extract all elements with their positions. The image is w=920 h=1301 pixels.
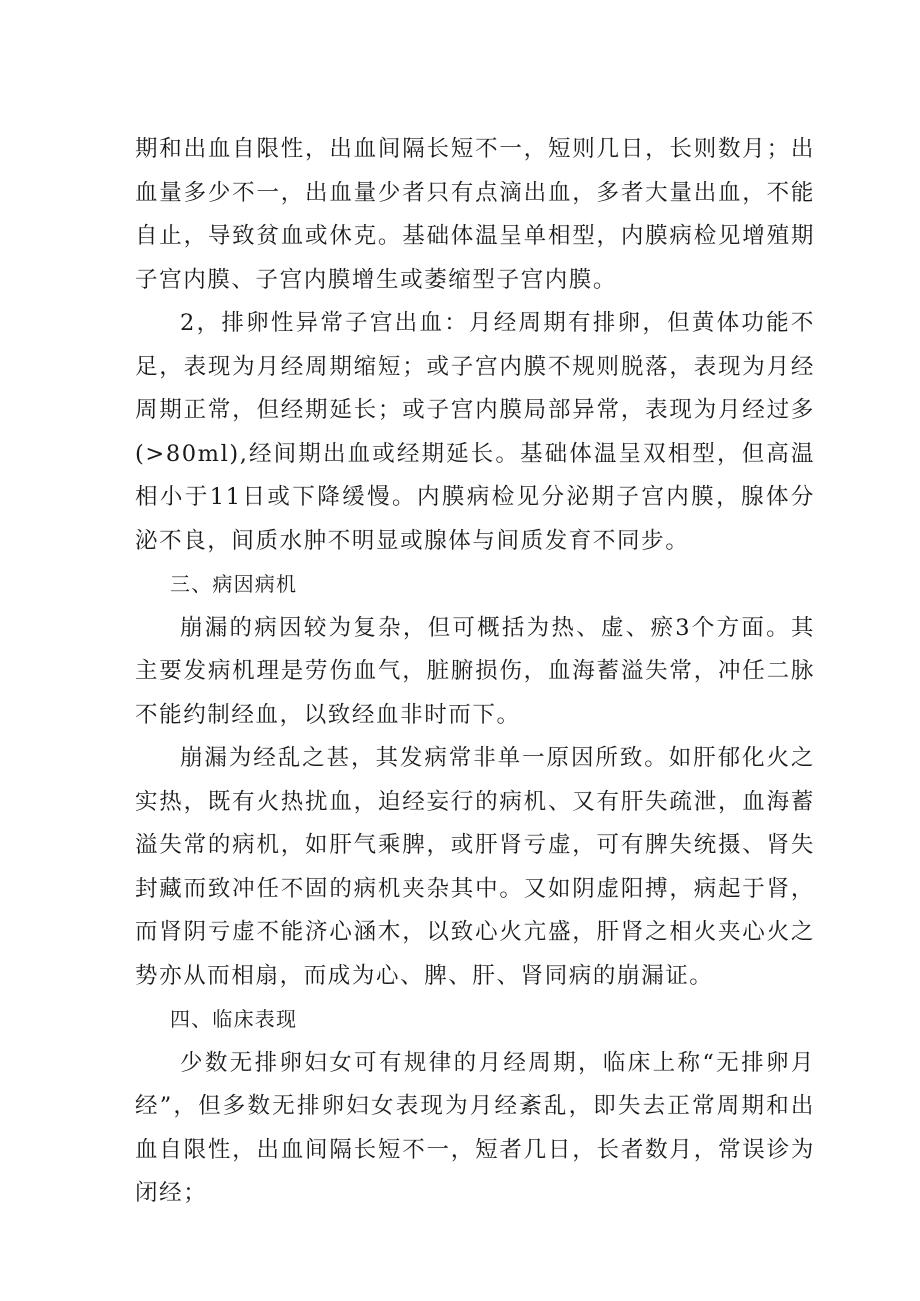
section-heading-clinical: 四、临床表现 — [170, 1007, 298, 1031]
paragraph-continued: 期和出血自限性，出血间隔长短不一，短则几日，长则数月；出血量多少不一，出血量少者只有点滴出血，多者大量出血，不能自止，导致贫血或休克。基础体温呈单相型，内膜病检见增殖期子宫内膜、子宫内膜增生或萎缩型子宫内膜。 — [135, 136, 815, 293]
paragraph-pathogenesis: 崩漏为经乱之甚，其发病常非单一原因所致。如肝郁化火之实热，既有火热扰血，迫经妄行的病机、又有肝失疏泄，血海蓄溢失常的病机，如肝气乘脾，或肝肾亏虚，可有脾失统摄、肾失封藏而致冲任不固的病机夹杂其中。又如阴虚阳搏，病起于肾，而肾阴亏虚不能济心涵木，以致心火亢盛，肝肾之相火夹心火之势亦从而相扇，而成为心、脾、肝、肾同病的崩漏证。 — [135, 745, 815, 989]
paragraph-clinical: 少数无排卵妇女可有规律的月经周期，临床上称“无排卵月经”，但多数无排卵妇女表现为月经紊乱，即失去正常周期和出血自限性，出血间隔长短不一，短者几日，长者数月，常误诊为闭经； — [135, 1049, 815, 1206]
paragraph-ovulatory-bleeding: 2，排卵性异常子宫出血：月经周期有排卵，但黄体功能不足，表现为月经周期缩短；或子宫内膜不规则脱落，表现为月经周期正常，但经期延长；或子宫内膜局部异常，表现为月经过多(>80ml),经间期出血或经期延长。基础体温呈双相型，但高温相小于11日或下降缓慢。内膜病检见分泌期子宫内膜，腺体分泌不良，间质水肿不明显或腺体与间质发育不同步。 — [135, 310, 815, 554]
section-heading-etiology: 三、病因病机 — [170, 572, 298, 596]
paragraph-etiology: 崩漏的病因较为复杂，但可概括为热、虚、瘀3个方面。其主要发病机理是劳伤血气，脏腑损伤，血海蓄溢失常，冲任二脉不能约制经血，以致经血非时而下。 — [135, 614, 815, 728]
document-page — [135, 128, 815, 1216]
